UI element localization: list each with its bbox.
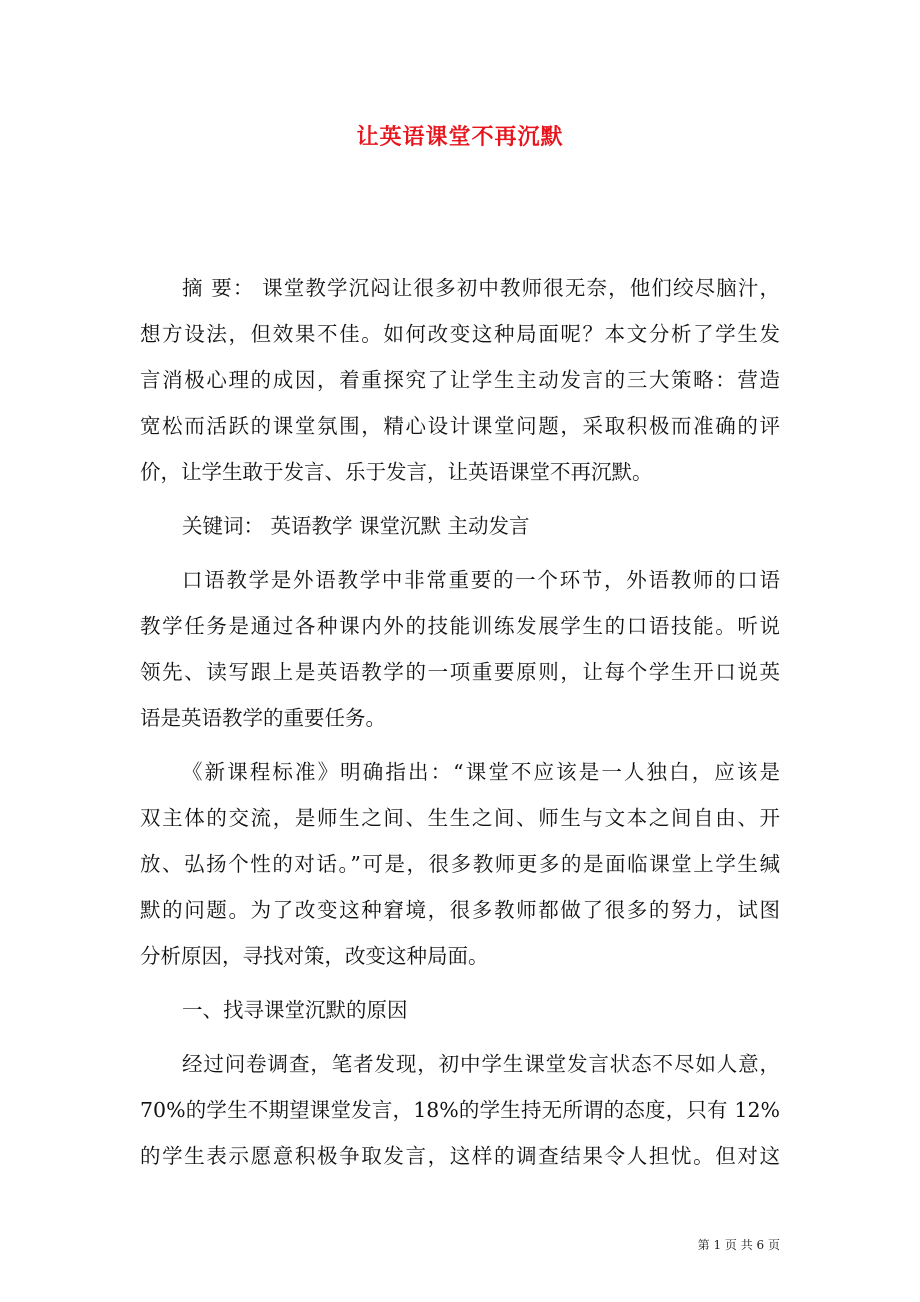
paragraph xyxy=(140,557,780,741)
paragraph xyxy=(140,749,780,979)
text-line: 领先、读写跟上是英语教学的一项重要原则，让每个学生开口说英 xyxy=(140,660,780,684)
text-line: 分析原因，寻找对策，改变这种局面。 xyxy=(140,944,489,968)
text-line: 放、弘扬个性的对话。”可是，很多教师更多的是面临课堂上学生缄 xyxy=(140,852,780,876)
text-line: 70%的学生不期望课堂发言，18%的学生持无所谓的态度，只有 12% xyxy=(140,1098,780,1122)
paragraph xyxy=(140,503,780,549)
document-body xyxy=(140,265,780,1187)
paragraph xyxy=(140,265,780,495)
text-line: 经过问卷调查，笔者发现，初中学生课堂发言状态不尽如人意， xyxy=(182,1052,780,1076)
text-line: 一、找寻课堂沉默的原因 xyxy=(182,998,408,1022)
paragraph xyxy=(140,987,780,1033)
text-line: 的学生表示愿意积极争取发言，这样的调查结果令人担忧。但对这 xyxy=(140,1144,780,1168)
text-line: 摘 要： 课堂教学沉闷让很多初中教师很无奈，他们绞尽脑汁， xyxy=(182,276,780,300)
paragraph xyxy=(140,1041,780,1179)
document-title: 让英语课堂不再沉默 xyxy=(356,124,564,150)
text-line: 双主体的交流，是师生之间、生生之间、师生与文本之间自由、开 xyxy=(140,806,780,830)
text-line: 《新课程标准》明确指出：“课堂不应该是一人独白，应该是 xyxy=(182,760,780,784)
text-line: 价，让学生敢于发言、乐于发言，让英语课堂不再沉默。 xyxy=(140,460,653,484)
text-line: 语是英语教学的重要任务。 xyxy=(140,706,386,730)
text-line: 教学任务是通过各种课内外的技能训练发展学生的口语技能。听说 xyxy=(140,614,780,638)
text-line: 关键词： 英语教学 课堂沉默 主动发言 xyxy=(182,514,530,538)
text-line: 想方设法，但效果不佳。如何改变这种局面呢？本文分析了学生发 xyxy=(140,322,780,346)
page-number: 第 1 页 共 6 页 xyxy=(697,1238,780,1252)
text-line: 默的问题。为了改变这种窘境，很多教师都做了很多的努力，试图 xyxy=(140,898,780,922)
text-line: 宽松而活跃的课堂氛围，精心设计课堂问题，采取积极而准确的评 xyxy=(140,414,780,438)
text-line: 口语教学是外语教学中非常重要的一个环节，外语教师的口语 xyxy=(182,568,780,592)
text-line: 言消极心理的成因，着重探究了让学生主动发言的三大策略：营造 xyxy=(140,368,780,392)
